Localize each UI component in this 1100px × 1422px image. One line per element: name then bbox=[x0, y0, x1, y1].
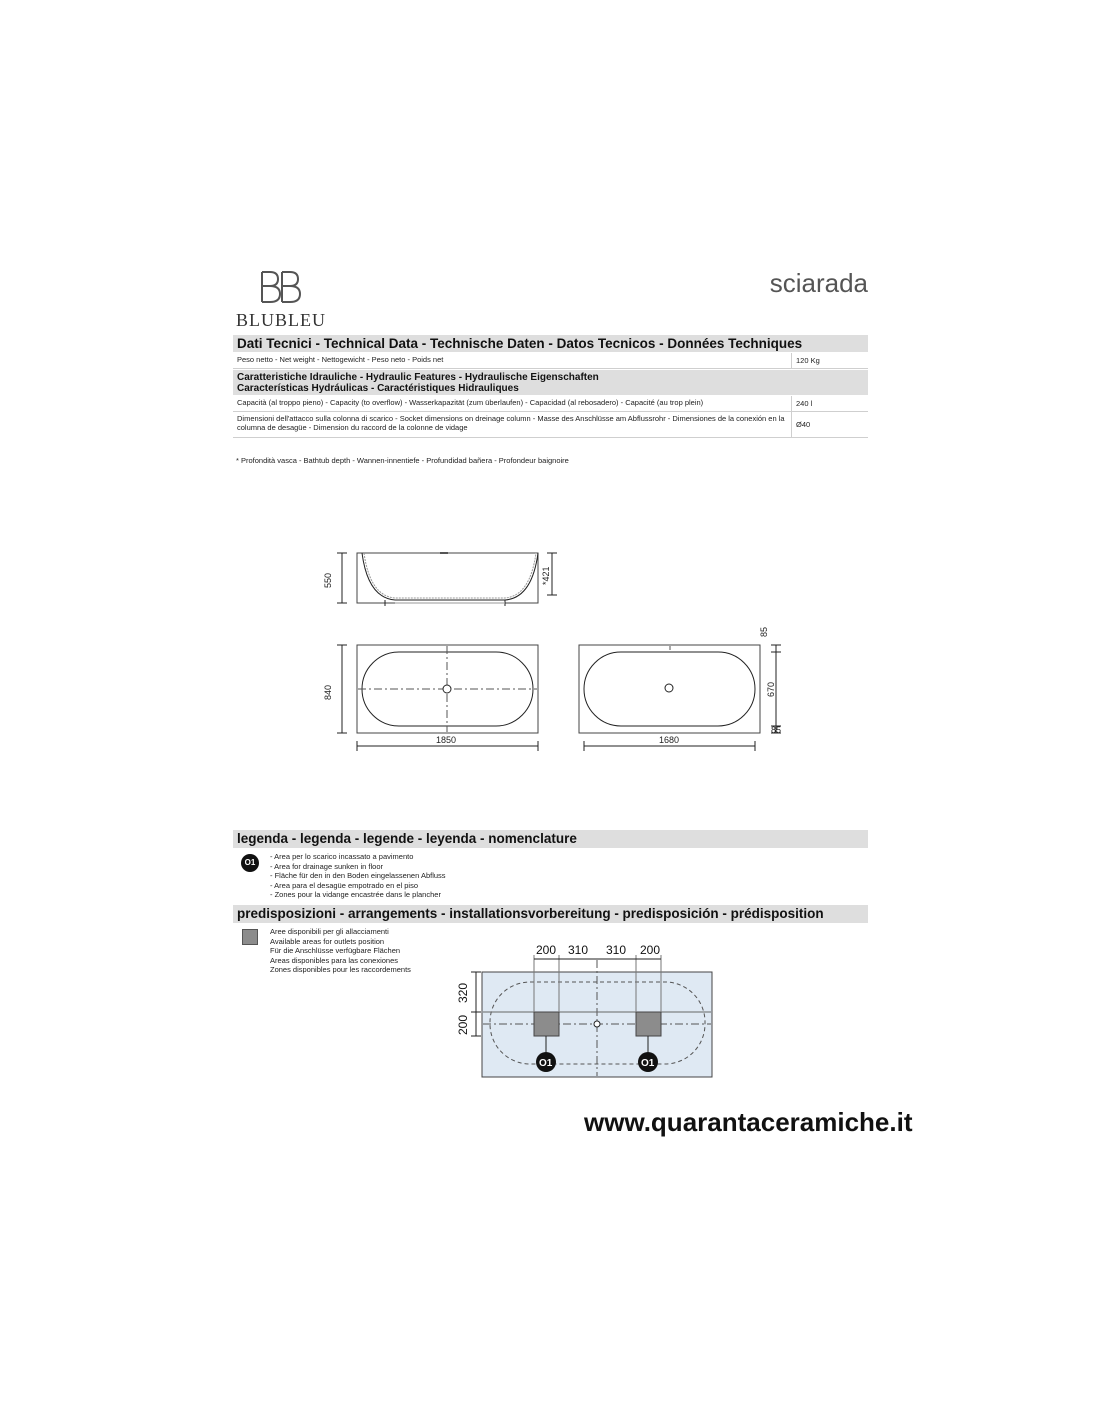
arr-dim-label: 200 bbox=[640, 943, 661, 957]
height-label: 550 bbox=[323, 572, 333, 588]
row-value: 240 l bbox=[796, 399, 813, 408]
row-label: Dimensioni dell'attacco sulla colonna di scarico - Socket dimensions on dreinage column - Masse des Anschlüsse am Abflussrohr - Dimensiones de la conexión en la columna de desagüe - Dimension du raccord de la colonne de vidage bbox=[237, 414, 785, 432]
legend-title: legenda - legenda - legende - leyenda - nomenclature bbox=[233, 830, 868, 848]
o1-marker-label: O1 bbox=[641, 1058, 655, 1069]
arrangements-line: Areas disponibles para las conexiones bbox=[270, 955, 398, 965]
legend-text bbox=[270, 852, 446, 900]
arr-dim-label: 310 bbox=[568, 943, 589, 957]
legend-line: - Zones pour la vidange encastrée dans le plancher bbox=[270, 890, 441, 899]
row-label: Peso netto - Net weight - Nettogewicht - Peso neto - Poids net bbox=[237, 355, 444, 364]
product-name: sciarada bbox=[769, 268, 868, 298]
o1-marker-label: O1 bbox=[539, 1058, 553, 1069]
arrangements-line: Zones disponibles pour les raccordements bbox=[270, 965, 411, 974]
arr-dim-label: 200 bbox=[456, 1014, 470, 1035]
arrangements-title: predisposizioni - arrangements - installationsvorbereitung - predisposición - prédisposition bbox=[233, 905, 868, 923]
row-value: 120 Kg bbox=[796, 356, 820, 365]
brand-name: BLUBLEU bbox=[236, 310, 326, 330]
arr-dim-label: 200 bbox=[536, 943, 557, 957]
inner-view-drawing bbox=[579, 645, 781, 751]
legend-line: - Area for drainage sunken in floor bbox=[270, 861, 383, 871]
width-label: 840 bbox=[323, 684, 333, 700]
length-label: 1850 bbox=[436, 735, 457, 745]
arr-dim-label: 320 bbox=[456, 982, 470, 1003]
depth-note: * Profondità vasca - Bathtub depth - Wannen-innentiefe - Profundidad bañera - Profondeur baignoire bbox=[236, 456, 569, 465]
legend-line: - Area para el desagüe empotrado en el piso bbox=[270, 880, 419, 890]
arrangement-plan-drawing bbox=[471, 955, 712, 1077]
arrangements-text bbox=[270, 927, 411, 975]
inner-length-label: 1680 bbox=[659, 735, 680, 745]
arr-dim-label: 310 bbox=[606, 943, 627, 957]
hydraulic-title-line: Características Hydráulicas - Caractéristiques Hidrauliques bbox=[237, 383, 519, 394]
inner-width-label: 670 bbox=[766, 681, 776, 697]
hydraulic-title-line: Caratteristiche Idrauliche - Hydraulic Features - Hydraulische Eigenschaften bbox=[237, 372, 599, 383]
tech-title: Dati Tecnici - Technical Data - Technische Daten - Datos Tecnicos - Données Techniques bbox=[233, 335, 868, 352]
outlet-area bbox=[636, 1012, 661, 1036]
side-view-drawing bbox=[337, 552, 557, 606]
legend-line: - Fläche für den in den Boden eingelassenen Abfluss bbox=[270, 871, 446, 880]
arrangements-line: Available areas for outlets position bbox=[270, 936, 385, 946]
arrangements-line: Aree disponibili per gli allacciamenti bbox=[270, 927, 389, 936]
legend-line: - Area per lo scarico incassato a pavimento bbox=[270, 852, 414, 861]
depth-label: *421 bbox=[541, 566, 551, 585]
website-link[interactable]: www.quarantaceramiche.it bbox=[584, 1107, 913, 1137]
legend-badge: O1 bbox=[241, 854, 259, 872]
outlet-area bbox=[534, 1012, 559, 1036]
rim-top-label: 85 bbox=[759, 626, 769, 637]
outlet-area-swatch bbox=[242, 929, 258, 945]
row-value: Ø40 bbox=[796, 420, 811, 429]
rim-bottom-label: 85 bbox=[771, 725, 782, 735]
arrangements-line: Für die Anschlüsse verfügbare Flächen bbox=[270, 946, 401, 955]
row-label: Capacità (al troppo pieno) - Capacity (to overflow) - Wasserkapazität (zum überlaufen) - Capacidad (al rebosadero) - Capacité (au trop plein) bbox=[237, 398, 704, 407]
